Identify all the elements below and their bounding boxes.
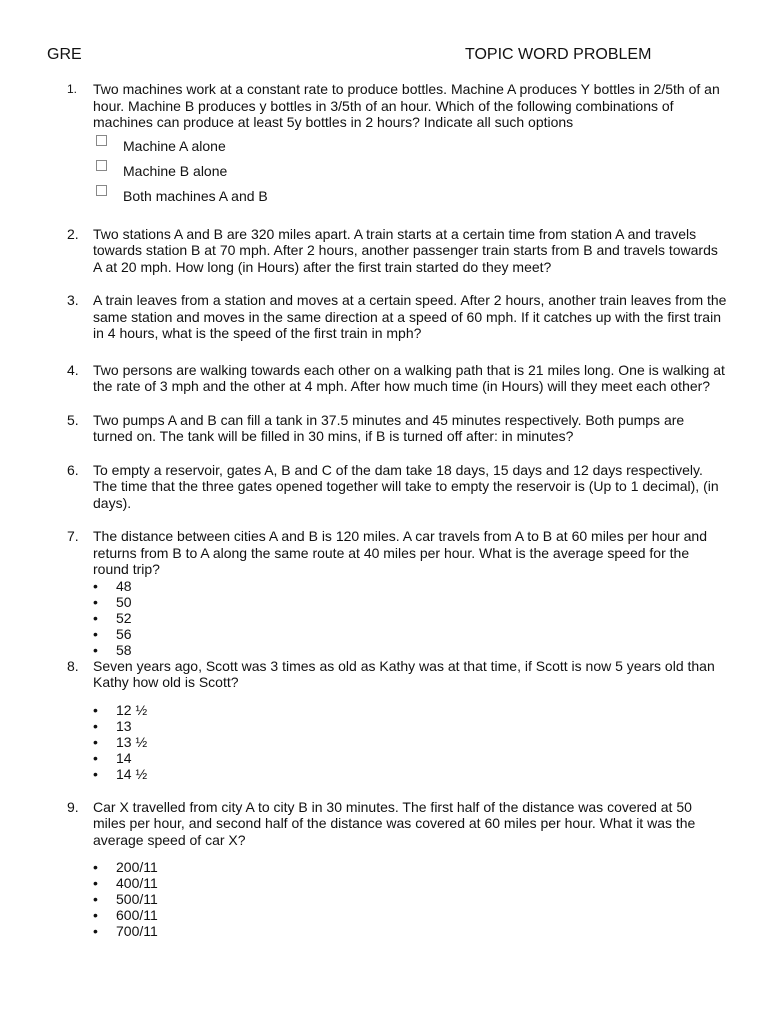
question-5 (67, 412, 727, 445)
bullet-icon: • (93, 625, 98, 642)
question-text: Seven years ago, Scott was 3 times as old as Kathy was at that time, if Scott is now 5 years old than Kathy how old is Scott? (93, 657, 715, 690)
question-number: 3. (67, 292, 79, 308)
question-8 (67, 658, 727, 782)
question-number: 2. (67, 225, 79, 242)
option-item (93, 626, 727, 642)
question-number: 6. (67, 461, 79, 478)
option-item (93, 891, 727, 907)
option-item (93, 718, 727, 734)
option-item (93, 734, 727, 750)
option-label: 50 (116, 593, 132, 610)
question-1 (67, 81, 727, 212)
question-2 (67, 226, 727, 276)
bullet-icon: • (93, 749, 98, 766)
bullet-icon: • (93, 891, 98, 907)
bullet-icon: • (93, 875, 98, 891)
option-label: 48 (116, 577, 132, 594)
option-label: 200/11 (116, 859, 158, 875)
option-item (93, 610, 727, 626)
option-label: 14 (116, 749, 132, 766)
question-list (67, 81, 727, 939)
checkbox-options (93, 137, 727, 212)
bullet-icon: • (93, 593, 98, 610)
option-label: 400/11 (116, 875, 158, 891)
question-text: Two machines work at a constant rate to produce bottles. Machine A produces Y bottles in 2/5th of an hour. Machine B produces y bottles in 3/5th of an hour. Which of the following combinations of machines can produce at least 5y bottles in 2 hours? Indicate all such options (93, 81, 720, 130)
question-4 (67, 362, 727, 395)
option-item (93, 594, 727, 610)
bullet-icon: • (93, 733, 98, 750)
question-number: 1. (67, 82, 78, 96)
bullet-icon: • (93, 717, 98, 734)
question-number: 8. (67, 657, 79, 674)
question-number: 7. (67, 528, 79, 544)
option-item (93, 923, 727, 939)
option-label: 12 ½ (116, 701, 148, 718)
answer-options (93, 578, 727, 658)
option-label: 13 ½ (116, 733, 148, 750)
option-label: 13 (116, 717, 132, 734)
bullet-icon: • (93, 907, 98, 923)
option-item (93, 875, 727, 891)
option-item (93, 907, 727, 923)
option-item[interactable] (93, 187, 727, 212)
option-item (93, 578, 727, 594)
question-9 (67, 799, 727, 940)
page-header (47, 46, 668, 66)
question-text: The distance between cities A and B is 120 miles. A car travels from A to B at 60 miles per hour and returns from B to A along the same route at 40 miles per hour. What is the average speed for the round trip? (93, 528, 707, 577)
option-item (93, 766, 727, 782)
option-item[interactable] (93, 162, 727, 187)
question-text: Two stations A and B are 320 miles apart. A train starts at a certain time from station A and travels towards station B at 70 mph. After 2 hours, another passenger train starts from B and travels towards A at 20 mph. How long (in Hours) after the first train started do they meet? (93, 225, 718, 275)
option-item (93, 859, 727, 875)
question-text: To empty a reservoir, gates A, B and C of the dam take 18 days, 15 days and 12 days respectively. The time that the three gates opened together will take to empty the reservoir is (Up to 1 decimal), (in days). (93, 461, 719, 511)
option-label: 56 (116, 625, 132, 642)
question-number: 4. (67, 361, 79, 378)
option-item[interactable] (93, 137, 727, 162)
option-item (93, 642, 727, 658)
option-label: 52 (116, 609, 132, 626)
option-item (93, 702, 727, 718)
checkbox[interactable] (96, 160, 107, 171)
bullet-icon: • (93, 923, 98, 939)
option-label: Both machines A and B (123, 187, 268, 204)
question-text: Two persons are walking towards each other on a walking path that is 21 miles long. One is walking at the rate of 3 mph and the other at 4 mph. After how much time (in Hours) will they meet each other? (93, 361, 725, 394)
checkbox[interactable] (96, 185, 107, 196)
question-text: A train leaves from a station and moves at a certain speed. After 2 hours, another train leaves from the same station and moves in the same direction at a speed of 60 mph. If it catches up with the first train in 4 hours, what is the speed of the first train in mph? (93, 292, 727, 341)
option-label: Machine B alone (123, 162, 228, 179)
header-topic: TOPIC WORD PROBLEM (465, 46, 652, 63)
bullet-icon: • (93, 641, 98, 658)
question-number: 9. (67, 798, 79, 815)
question-text: Car X travelled from city A to city B in 30 minutes. The first half of the distance was covered at 50 miles per hour, and second half of the distance was covered at 60 miles per hour. What it was the average speed of car X? (93, 798, 696, 848)
option-label: 600/11 (116, 907, 158, 923)
option-label: 14 ½ (116, 765, 148, 782)
header-subject: GRE (47, 46, 82, 63)
option-label: 500/11 (116, 891, 158, 907)
question-7 (67, 528, 727, 658)
answer-options (93, 859, 727, 939)
option-label: Machine A alone (123, 137, 226, 154)
question-3 (67, 292, 727, 342)
option-item (93, 750, 727, 766)
answer-options (93, 702, 727, 782)
bullet-icon: • (93, 859, 98, 875)
question-number: 5. (67, 411, 79, 428)
bullet-icon: • (93, 765, 98, 782)
question-6 (67, 462, 727, 512)
option-label: 700/11 (116, 923, 158, 939)
bullet-icon: • (93, 577, 98, 594)
bullet-icon: • (93, 701, 98, 718)
question-text: Two pumps A and B can fill a tank in 37.5 minutes and 45 minutes respectively. Both pumps are turned on. The tank will be filled in 30 mins, if B is turned off after: in minutes? (93, 411, 685, 444)
bullet-icon: • (93, 609, 98, 626)
option-label: 58 (116, 641, 132, 658)
checkbox[interactable] (96, 135, 107, 146)
